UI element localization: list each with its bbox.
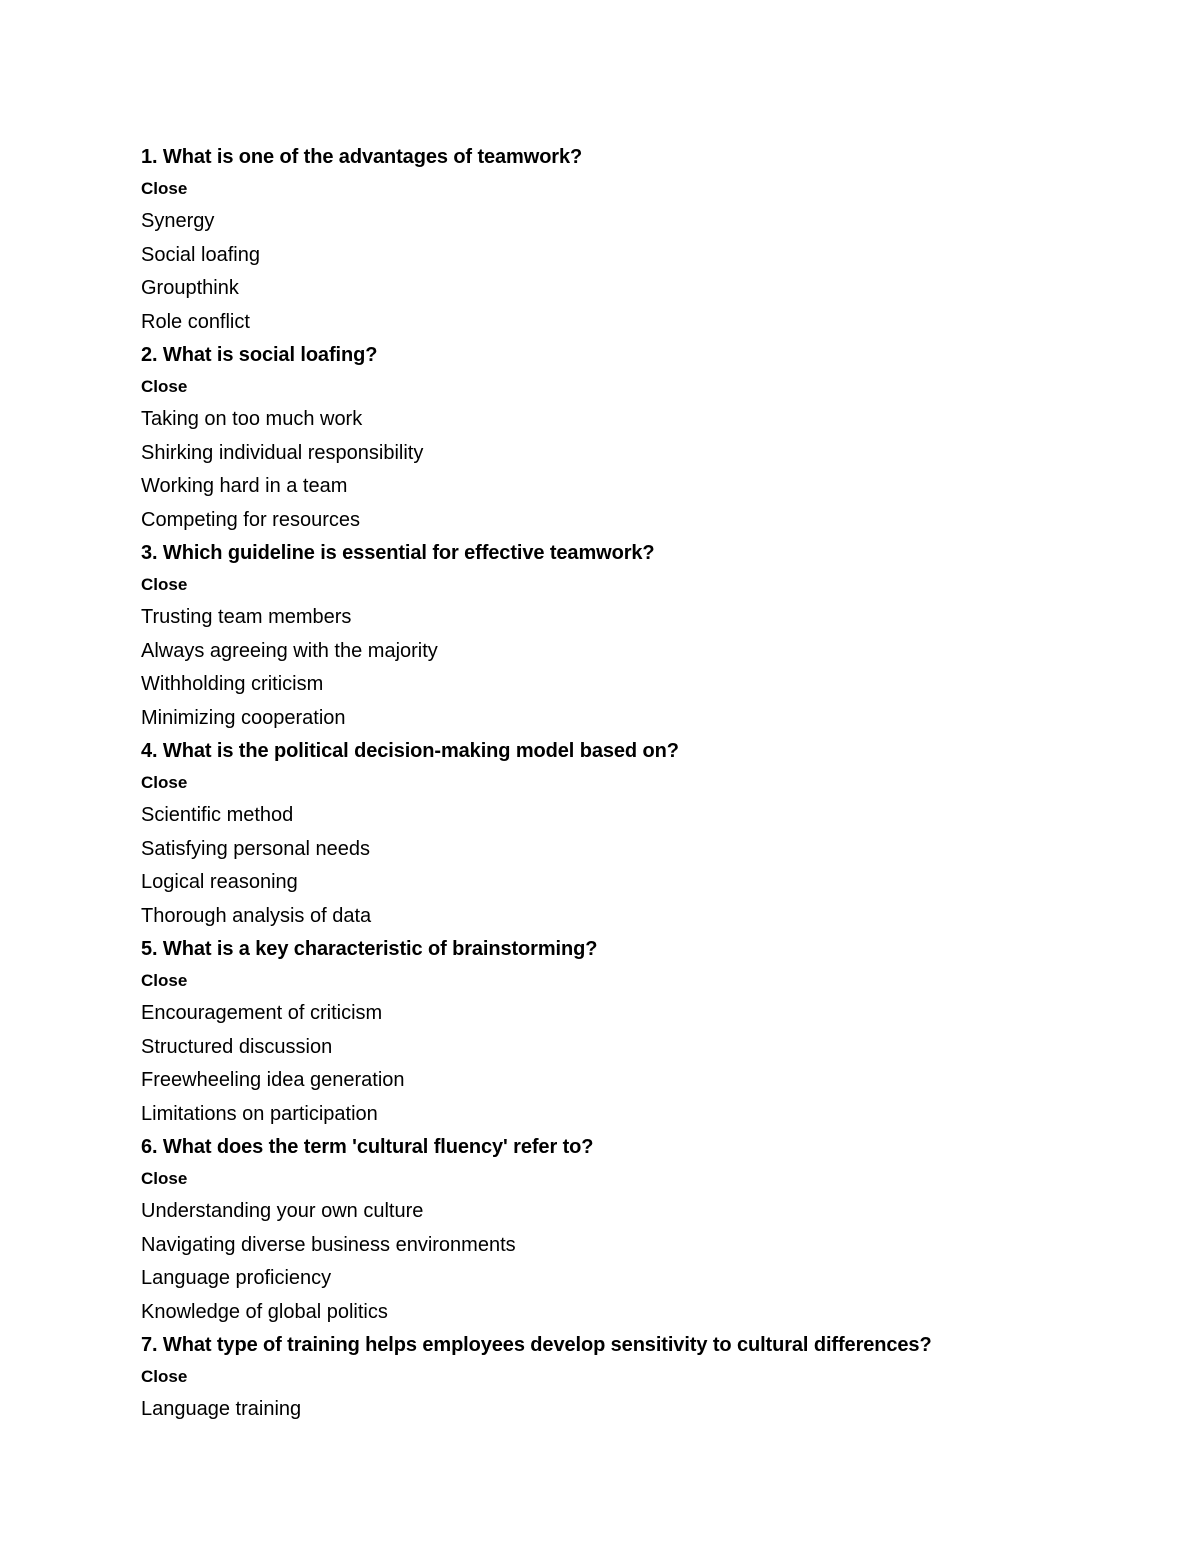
question-title: 4. What is the political decision-making model based on? bbox=[141, 740, 679, 762]
close-label: Close bbox=[141, 179, 188, 198]
answer-option: Groupthink bbox=[141, 277, 239, 299]
answer-options bbox=[141, 601, 1141, 735]
document-page bbox=[141, 141, 1141, 1427]
answer-option: Taking on too much work bbox=[141, 408, 363, 430]
answer-option: Satisfying personal needs bbox=[141, 837, 371, 860]
answer-option: Navigating diverse business environments bbox=[141, 1233, 516, 1256]
answer-option: Shirking individual responsibility bbox=[141, 441, 424, 464]
close-label: Close bbox=[141, 377, 188, 396]
answer-option: Competing for resources bbox=[141, 508, 360, 531]
answer-options bbox=[141, 799, 1141, 933]
answer-options bbox=[141, 1195, 1141, 1329]
answer-option: Always agreeing with the majority bbox=[141, 639, 438, 662]
question-block bbox=[141, 1329, 1141, 1427]
answer-option: Synergy bbox=[141, 210, 215, 232]
question-title: 7. What type of training helps employees develop sensitivity to cultural differences? bbox=[141, 1334, 932, 1356]
question-block bbox=[141, 537, 1141, 735]
answer-option: Freewheeling idea generation bbox=[141, 1069, 405, 1091]
close-label: Close bbox=[141, 773, 188, 792]
answer-option: Encouragement of criticism bbox=[141, 1002, 383, 1024]
answer-options bbox=[141, 997, 1141, 1131]
question-block bbox=[141, 1131, 1141, 1329]
question-title: 1. What is one of the advantages of teamwork? bbox=[141, 146, 583, 168]
answer-option: Social loafing bbox=[141, 243, 260, 266]
answer-options bbox=[141, 1393, 1141, 1427]
answer-option: Thorough analysis of data bbox=[141, 904, 372, 927]
answer-option: Minimizing cooperation bbox=[141, 706, 346, 729]
answer-option: Logical reasoning bbox=[141, 871, 298, 893]
question-title: 6. What does the term 'cultural fluency' refer to? bbox=[141, 1136, 594, 1158]
answer-option: Withholding criticism bbox=[141, 673, 324, 695]
answer-option: Language proficiency bbox=[141, 1267, 332, 1289]
answer-option: Knowledge of global politics bbox=[141, 1300, 388, 1323]
answer-option: Structured discussion bbox=[141, 1035, 333, 1058]
question-block bbox=[141, 141, 1141, 339]
answer-option: Working hard in a team bbox=[141, 475, 348, 497]
question-title: 3. Which guideline is essential for effective teamwork? bbox=[141, 542, 655, 564]
close-label: Close bbox=[141, 1169, 188, 1188]
answer-option: Trusting team members bbox=[141, 606, 352, 628]
close-label: Close bbox=[141, 575, 188, 594]
answer-options bbox=[141, 403, 1141, 537]
answer-option: Role conflict bbox=[141, 310, 250, 333]
question-block bbox=[141, 339, 1141, 537]
answer-option: Understanding your own culture bbox=[141, 1200, 424, 1222]
question-block bbox=[141, 933, 1141, 1131]
answer-option: Limitations on participation bbox=[141, 1102, 378, 1125]
answer-options bbox=[141, 205, 1141, 339]
close-label: Close bbox=[141, 971, 188, 990]
question-block bbox=[141, 735, 1141, 933]
close-label: Close bbox=[141, 1367, 188, 1386]
question-title: 5. What is a key characteristic of brainstorming? bbox=[141, 938, 598, 960]
question-title: 2. What is social loafing? bbox=[141, 344, 378, 366]
answer-option: Scientific method bbox=[141, 804, 294, 826]
answer-option: Language training bbox=[141, 1398, 302, 1420]
